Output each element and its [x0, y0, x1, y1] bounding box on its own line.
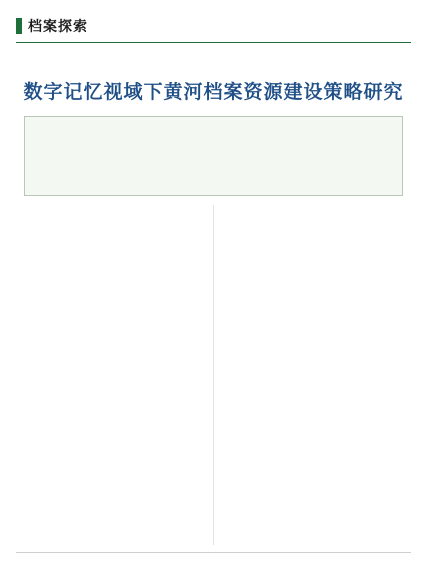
article-title: 数字记忆视域下黄河档案资源建设策略研究 [23, 80, 404, 103]
section-marker-icon [16, 18, 22, 34]
section-tag [16, 16, 88, 36]
body-column-left [22, 205, 206, 545]
abstract-box [24, 116, 403, 196]
header-rule [16, 42, 411, 43]
column-divider [213, 205, 214, 545]
section-name: 档案探索 [28, 19, 88, 35]
body-column-right [222, 205, 406, 545]
footer-rule [16, 552, 411, 553]
